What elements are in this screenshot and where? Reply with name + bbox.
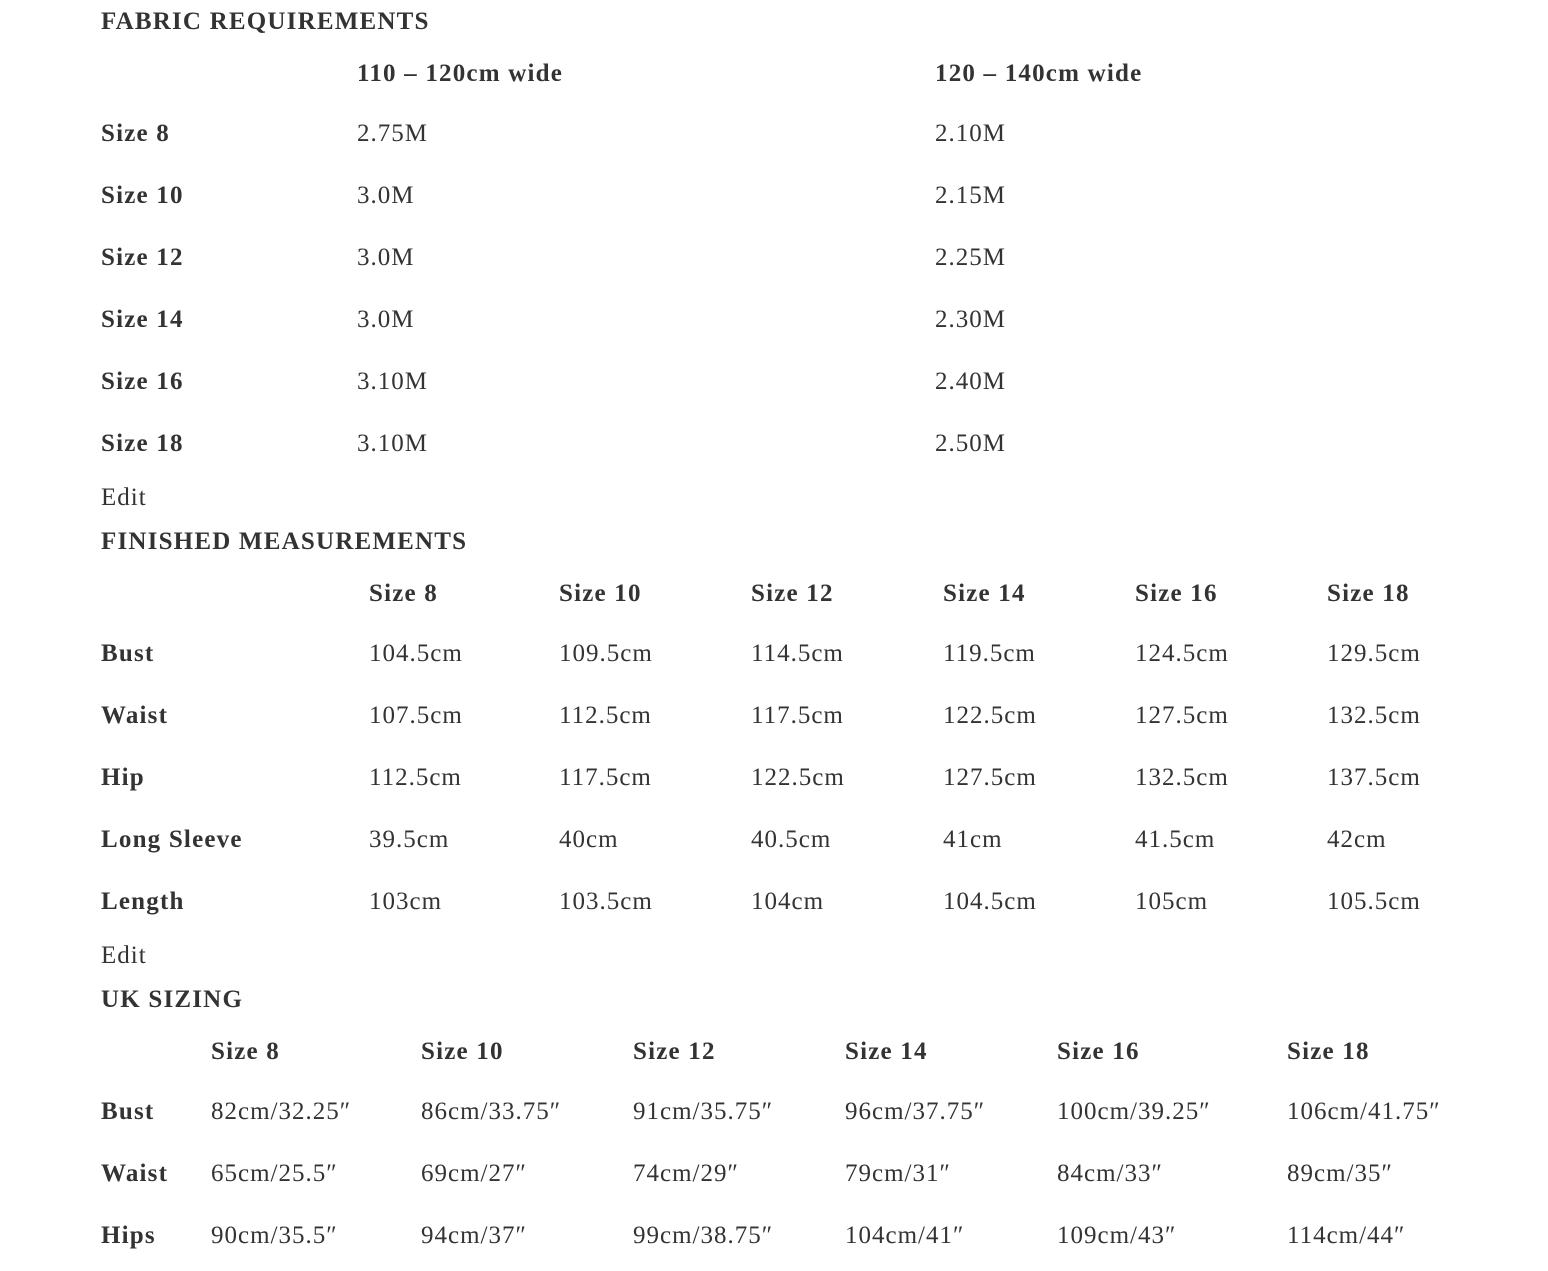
- row-label: Size 14: [101, 306, 184, 333]
- table-row: [101, 306, 1541, 334]
- table-cell: 89cm/35″: [1287, 1160, 1393, 1187]
- finished-edit-link[interactable]: Edit: [101, 942, 147, 969]
- table-cell: 104cm/41″: [845, 1222, 965, 1249]
- column-header-size-18: Size 18: [1287, 1038, 1370, 1065]
- table-header-row: [101, 1038, 1541, 1066]
- table-cell: 82cm/32.25″: [211, 1098, 352, 1125]
- table-cell: 109cm/43″: [1057, 1222, 1177, 1249]
- table-cell: 100cm/39.25″: [1057, 1098, 1211, 1125]
- table-cell: 2.40M: [935, 368, 1006, 395]
- table-cell: 2.25M: [935, 244, 1006, 271]
- table-cell: 127.5cm: [943, 764, 1037, 791]
- table-cell: 132.5cm: [1135, 764, 1229, 791]
- table-cell: 3.0M: [357, 306, 415, 333]
- column-header-size-16: Size 16: [1135, 580, 1218, 607]
- row-label: Size 8: [101, 120, 170, 147]
- table-row: [101, 1222, 1541, 1250]
- table-cell: 3.0M: [357, 182, 415, 209]
- table-cell: 39.5cm: [369, 826, 450, 853]
- table-cell: 103.5cm: [559, 888, 653, 915]
- table-cell: 122.5cm: [751, 764, 845, 791]
- table-cell: 114.5cm: [751, 640, 844, 667]
- fabric-requirements-title: FABRIC REQUIREMENTS: [101, 8, 430, 35]
- table-cell: 117.5cm: [559, 764, 652, 791]
- table-cell: 122.5cm: [943, 702, 1037, 729]
- table-cell: 3.10M: [357, 368, 428, 395]
- table-cell: 104.5cm: [943, 888, 1037, 915]
- table-cell: 2.30M: [935, 306, 1006, 333]
- row-label: Length: [101, 888, 185, 915]
- table-cell: 104cm: [751, 888, 825, 915]
- table-cell: 84cm/33″: [1057, 1160, 1163, 1187]
- table-cell: 86cm/33.75″: [421, 1098, 562, 1125]
- table-row: [101, 182, 1541, 210]
- table-cell: 114cm/44″: [1287, 1222, 1406, 1249]
- table-row: [101, 826, 1541, 854]
- table-cell: 40cm: [559, 826, 619, 853]
- finished-measurements-title: FINISHED MEASUREMENTS: [101, 528, 468, 555]
- table-cell: 2.50M: [935, 430, 1006, 457]
- table-cell: 124.5cm: [1135, 640, 1229, 667]
- table-row: [101, 888, 1541, 916]
- row-label: Size 12: [101, 244, 184, 271]
- table-row: [101, 430, 1541, 458]
- table-row: [101, 120, 1541, 148]
- table-cell: 3.10M: [357, 430, 428, 457]
- table-cell: 112.5cm: [559, 702, 652, 729]
- column-header-size-8: Size 8: [369, 580, 438, 607]
- table-cell: 96cm/37.75″: [845, 1098, 986, 1125]
- table-cell: 109.5cm: [559, 640, 653, 667]
- uk-sizing-title: UK SIZING: [101, 986, 244, 1013]
- table-cell: 79cm/31″: [845, 1160, 951, 1187]
- table-cell: 69cm/27″: [421, 1160, 527, 1187]
- table-header-row: [101, 580, 1541, 608]
- table-cell: 41cm: [943, 826, 1003, 853]
- row-label: Size 18: [101, 430, 184, 457]
- table-row: [101, 1098, 1541, 1126]
- table-cell: 103cm: [369, 888, 443, 915]
- table-cell: 105.5cm: [1327, 888, 1421, 915]
- table-cell: 119.5cm: [943, 640, 1036, 667]
- table-cell: 99cm/38.75″: [633, 1222, 774, 1249]
- row-label: Size 10: [101, 182, 184, 209]
- table-row: [101, 640, 1541, 668]
- table-cell: 117.5cm: [751, 702, 844, 729]
- row-label: Size 16: [101, 368, 184, 395]
- column-header-size-12: Size 12: [751, 580, 834, 607]
- column-header-size-16: Size 16: [1057, 1038, 1140, 1065]
- table-cell: 105cm: [1135, 888, 1209, 915]
- column-header-size-10: Size 10: [559, 580, 642, 607]
- column-header-size-12: Size 12: [633, 1038, 716, 1065]
- table-cell: 94cm/37″: [421, 1222, 527, 1249]
- table-cell: 2.15M: [935, 182, 1006, 209]
- column-header-size-10: Size 10: [421, 1038, 504, 1065]
- table-cell: 112.5cm: [369, 764, 462, 791]
- table-cell: 137.5cm: [1327, 764, 1421, 791]
- table-cell: 2.10M: [935, 120, 1006, 147]
- table-cell: 74cm/29″: [633, 1160, 739, 1187]
- table-cell: 40.5cm: [751, 826, 832, 853]
- table-cell: 91cm/35.75″: [633, 1098, 774, 1125]
- row-label: Waist: [101, 1160, 169, 1187]
- table-cell: 90cm/35.5″: [211, 1222, 338, 1249]
- fabric-edit-link[interactable]: Edit: [101, 484, 147, 511]
- column-header-size-18: Size 18: [1327, 580, 1410, 607]
- table-row: [101, 702, 1541, 730]
- row-label: Long Sleeve: [101, 826, 243, 853]
- table-cell: 129.5cm: [1327, 640, 1421, 667]
- table-cell: 3.0M: [357, 244, 415, 271]
- column-header-size-14: Size 14: [845, 1038, 928, 1065]
- column-header-110-120cm: 110 – 120cm wide: [357, 60, 563, 87]
- row-label: Bust: [101, 1098, 155, 1125]
- table-row: [101, 368, 1541, 396]
- table-cell: 104.5cm: [369, 640, 463, 667]
- row-label: Waist: [101, 702, 169, 729]
- table-cell: 65cm/25.5″: [211, 1160, 338, 1187]
- table-cell: 106cm/41.75″: [1287, 1098, 1441, 1125]
- row-label: Bust: [101, 640, 155, 667]
- table-cell: 107.5cm: [369, 702, 463, 729]
- table-cell: 132.5cm: [1327, 702, 1421, 729]
- table-cell: 41.5cm: [1135, 826, 1216, 853]
- table-row: [101, 764, 1541, 792]
- column-header-size-8: Size 8: [211, 1038, 280, 1065]
- column-header-size-14: Size 14: [943, 580, 1026, 607]
- table-row: [101, 1160, 1541, 1188]
- table-row: [101, 244, 1541, 272]
- row-label: Hip: [101, 764, 145, 791]
- row-label: Hips: [101, 1222, 156, 1249]
- column-header-120-140cm: 120 – 140cm wide: [935, 60, 1143, 87]
- table-cell: 42cm: [1327, 826, 1387, 853]
- table-cell: 2.75M: [357, 120, 428, 147]
- table-header-row: [101, 60, 1541, 88]
- table-cell: 127.5cm: [1135, 702, 1229, 729]
